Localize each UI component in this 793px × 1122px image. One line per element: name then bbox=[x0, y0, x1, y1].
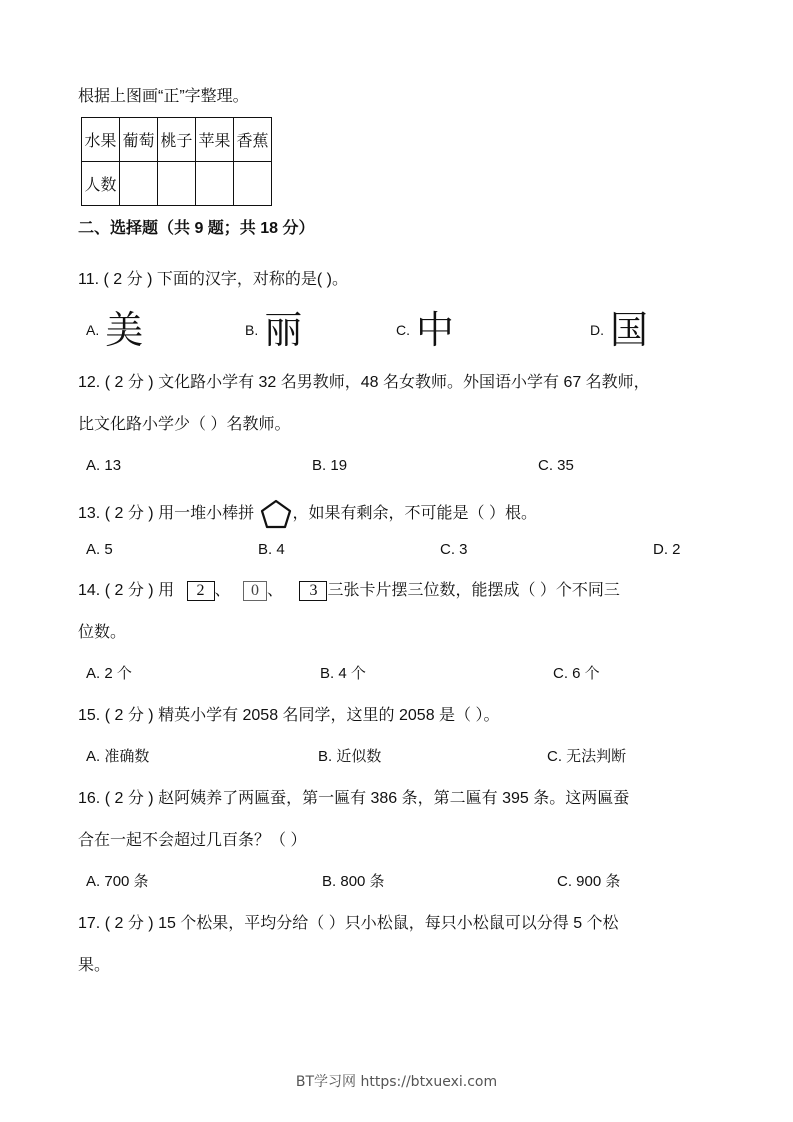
option-c[interactable] bbox=[553, 664, 600, 684]
option-char: 国 bbox=[610, 308, 649, 352]
question-score: ( 2 分 ) bbox=[103, 271, 153, 288]
option-label: C. bbox=[538, 457, 553, 474]
option-text: 19 bbox=[330, 457, 348, 474]
option-a[interactable] bbox=[86, 872, 149, 892]
question-text: 赵阿姨养了两匾蚕，第一匾有 386 条，第二匾有 395 条。这两匾蚕 bbox=[158, 790, 630, 807]
option-c[interactable] bbox=[538, 456, 574, 476]
option-a[interactable] bbox=[86, 664, 132, 684]
option-c[interactable] bbox=[396, 310, 454, 350]
option-label: B. bbox=[318, 748, 333, 765]
question-15 bbox=[78, 706, 499, 726]
option-text: 35 bbox=[557, 457, 574, 474]
option-label: B. bbox=[245, 322, 259, 338]
question-14 bbox=[78, 580, 620, 602]
question-number: 14. bbox=[78, 582, 101, 599]
question-text-continued: 位数。 bbox=[78, 624, 127, 641]
option-d[interactable] bbox=[653, 540, 681, 560]
option-b[interactable] bbox=[258, 540, 285, 560]
option-b[interactable] bbox=[322, 872, 385, 892]
option-text: 900 条 bbox=[576, 873, 621, 890]
option-text: 800 条 bbox=[340, 873, 385, 890]
option-label: D. bbox=[653, 541, 668, 558]
option-label: C. bbox=[553, 665, 568, 682]
option-b[interactable] bbox=[320, 664, 366, 684]
question-number: 13. bbox=[78, 505, 101, 523]
separator: 、 bbox=[214, 582, 231, 599]
question-text: 15 个松果，平均分给（ ）只小松鼠，每只小松鼠可以分得 5 个松 bbox=[158, 915, 619, 932]
question-score: ( 2 分 ) bbox=[104, 582, 154, 599]
question-11 bbox=[78, 270, 348, 290]
table-header-cell: 桃子 bbox=[158, 118, 196, 162]
option-c[interactable] bbox=[440, 540, 468, 560]
option-label: B. bbox=[258, 541, 273, 558]
question-score: ( 2 分 ) bbox=[104, 915, 154, 932]
option-c[interactable] bbox=[557, 872, 620, 892]
question-text-continued: 比文化路小学少（ ）名教师。 bbox=[78, 416, 291, 433]
tally-table bbox=[81, 117, 272, 206]
question-score: ( 2 分 ) bbox=[104, 374, 154, 391]
option-label: D. bbox=[590, 322, 604, 338]
question-score: ( 2 分 ) bbox=[104, 707, 154, 724]
option-label: C. bbox=[547, 748, 562, 765]
question-13 bbox=[78, 498, 537, 530]
option-a[interactable] bbox=[86, 310, 143, 350]
question-number: 17. bbox=[78, 915, 101, 932]
option-text: 2 bbox=[672, 541, 681, 558]
table-row bbox=[82, 162, 272, 206]
question-text: 精英小学有 2058 名同学，这里的 2058 是（ ）。 bbox=[158, 707, 500, 724]
question-16 bbox=[78, 789, 629, 809]
question-text: 三张卡片摆三位数，能摆成（ ）个不同三 bbox=[327, 582, 620, 599]
table-row bbox=[82, 118, 272, 162]
question-text-continued: 果。 bbox=[78, 957, 111, 974]
question-12 bbox=[78, 373, 650, 393]
option-label: A. bbox=[86, 748, 101, 765]
question-text-continued: 合在一起不会超过几百条？（ ） bbox=[78, 832, 307, 849]
question-text: 用一堆小棒拼 bbox=[158, 505, 255, 523]
intro-text: 根据上图画“正”字整理。 bbox=[78, 88, 249, 105]
option-a[interactable] bbox=[86, 540, 113, 560]
option-label: A. bbox=[86, 322, 100, 338]
option-label: A. bbox=[86, 541, 101, 558]
option-text: 4 个 bbox=[338, 665, 366, 682]
option-b[interactable] bbox=[312, 456, 347, 476]
question-text: 下面的汉字，对称的是( )。 bbox=[156, 271, 348, 288]
option-text: 无法判断 bbox=[566, 748, 627, 765]
option-a[interactable] bbox=[86, 456, 121, 476]
option-a[interactable] bbox=[86, 747, 149, 767]
question-score: ( 2 分 ) bbox=[104, 505, 154, 523]
table-cell-blank[interactable] bbox=[234, 162, 272, 206]
table-header-cell: 香蕉 bbox=[234, 118, 272, 162]
question-number: 12. bbox=[78, 374, 101, 391]
option-c[interactable] bbox=[547, 747, 626, 767]
number-card: 0 bbox=[243, 581, 267, 601]
question-text: ，如果有剩余，不可能是（ ）根。 bbox=[292, 505, 537, 523]
option-label: B. bbox=[322, 873, 337, 890]
question-score: ( 2 分 ) bbox=[104, 790, 154, 807]
section-heading: 二、选择题（共 9 题；共 18 分） bbox=[78, 220, 315, 237]
option-label: B. bbox=[320, 665, 335, 682]
option-char: 美 bbox=[105, 308, 144, 352]
table-header-cell: 水果 bbox=[82, 118, 120, 162]
table-row-label: 人数 bbox=[82, 162, 120, 206]
question-number: 11. bbox=[78, 271, 100, 288]
number-card: 3 bbox=[299, 581, 327, 601]
option-text: 2 个 bbox=[104, 665, 132, 682]
separator: 、 bbox=[267, 582, 284, 599]
question-17 bbox=[78, 914, 619, 934]
table-cell-blank[interactable] bbox=[158, 162, 196, 206]
option-label: C. bbox=[557, 873, 572, 890]
option-text: 6 个 bbox=[572, 665, 600, 682]
option-label: A. bbox=[86, 873, 101, 890]
option-label: C. bbox=[440, 541, 455, 558]
option-label: C. bbox=[396, 322, 410, 338]
question-prefix: 用 bbox=[158, 582, 175, 599]
option-label: A. bbox=[86, 665, 101, 682]
table-header-cell: 葡萄 bbox=[120, 118, 158, 162]
option-char: 中 bbox=[416, 308, 455, 352]
option-b[interactable] bbox=[318, 747, 381, 767]
option-label: B. bbox=[312, 457, 327, 474]
question-number: 15. bbox=[78, 707, 101, 724]
number-card: 2 bbox=[187, 581, 215, 601]
option-text: 13 bbox=[104, 457, 122, 474]
option-d[interactable] bbox=[590, 310, 648, 350]
question-number: 16. bbox=[78, 790, 101, 807]
option-b[interactable] bbox=[245, 310, 302, 350]
pentagon-icon bbox=[259, 498, 293, 530]
footer-watermark: BT学习网 https://btxuexi.com bbox=[295, 1074, 498, 1090]
table-cell-blank[interactable] bbox=[196, 162, 234, 206]
option-text: 700 条 bbox=[104, 873, 149, 890]
option-text: 4 bbox=[276, 541, 285, 558]
option-label: A. bbox=[86, 457, 101, 474]
table-header-cell: 苹果 bbox=[196, 118, 234, 162]
option-text: 5 bbox=[104, 541, 113, 558]
table-cell-blank[interactable] bbox=[120, 162, 158, 206]
option-text: 准确数 bbox=[104, 748, 150, 765]
question-text: 文化路小学有 32 名男教师，48 名女教师。外国语小学有 67 名教师， bbox=[158, 374, 650, 391]
option-text: 3 bbox=[459, 541, 468, 558]
option-text: 近似数 bbox=[336, 748, 382, 765]
option-char: 丽 bbox=[264, 308, 303, 352]
